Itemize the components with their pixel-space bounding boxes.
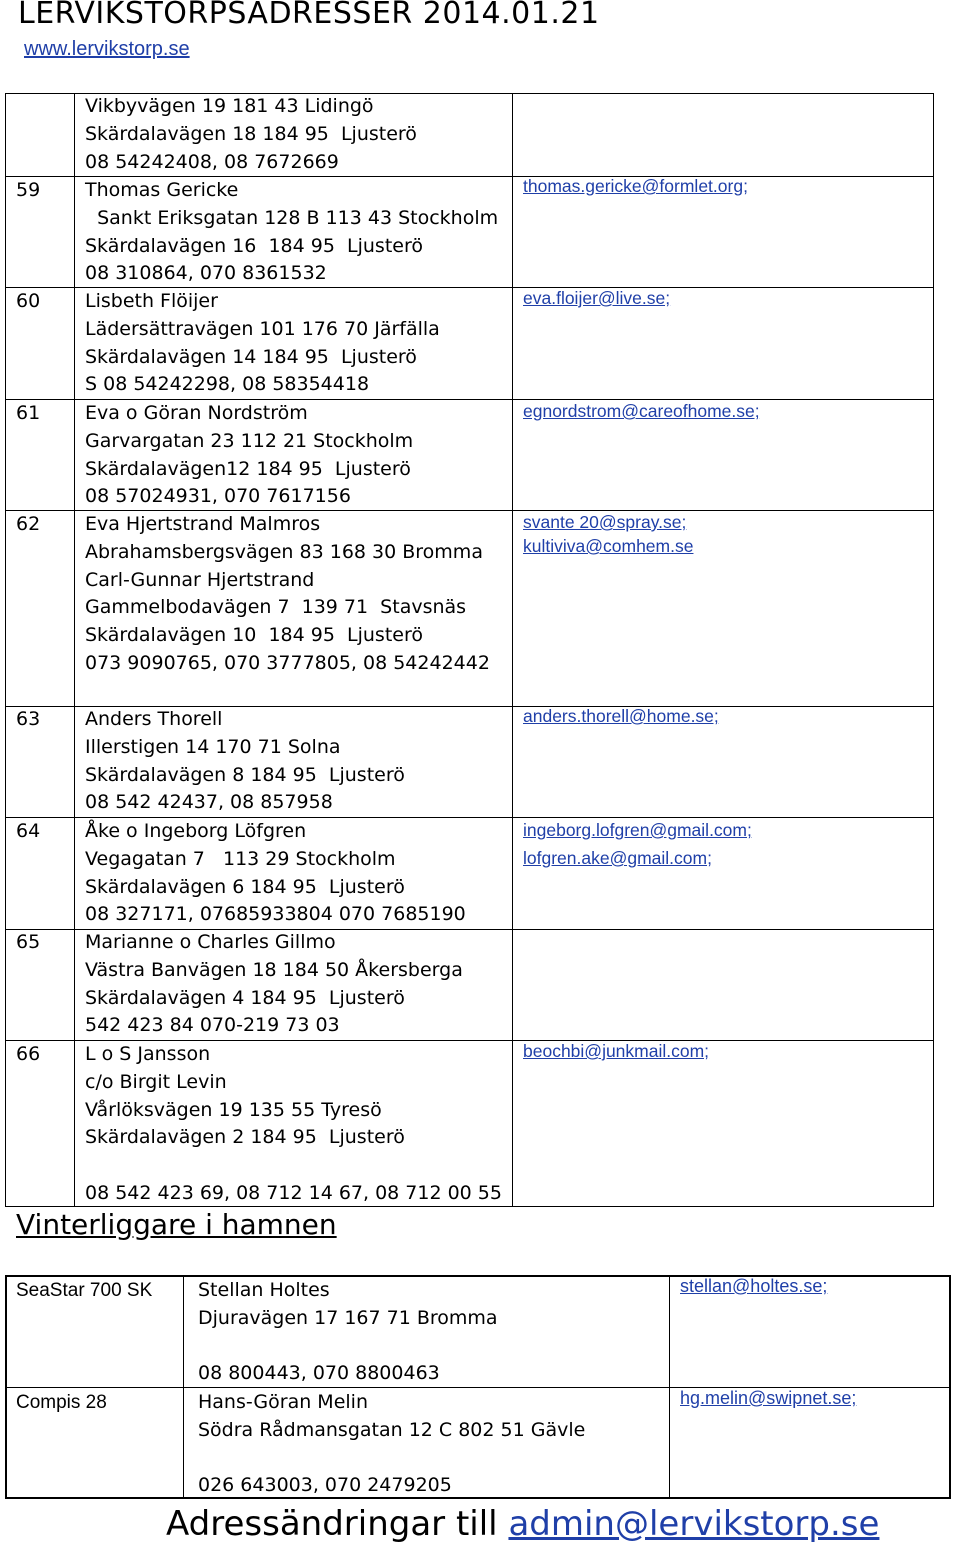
member-number: 59 [16,179,41,201]
owner-name: Hans-Göran Melin [198,1391,368,1413]
member-number: 63 [16,708,41,730]
member-detail-line: Gammelbodavägen 7 139 71 Stavsnäs [85,596,467,619]
owner-detail-line: Djuravägen 17 167 71 Bromma [198,1306,498,1329]
member-detail-line: Abrahamsbergsvägen 83 168 30 Bromma [85,540,483,563]
member-detail-line: 08 542 423 69, 08 712 14 67, 08 712 00 55 [85,1182,502,1204]
member-detail-line: Vikbyvägen 19 181 43 Lidingö [85,95,374,117]
owner-email-link[interactable]: hg.melin@swipnet.se; [680,1388,857,1408]
member-email-link[interactable]: anders.thorell@home.se; [523,706,719,726]
member-detail-line: Vårlöksvägen 19 135 55 Tyresö [85,1098,382,1121]
member-name: Lisbeth Flöijer [85,290,218,312]
member-name: Eva o Göran Nordström [85,402,308,424]
member-name: Anders Thorell [85,708,223,730]
member-email-link[interactable]: lofgren.ake@gmail.com; [523,848,712,868]
member-detail-line: Skärdalavägen12 184 95 Ljusterö [85,457,411,480]
member-email-link[interactable]: beochbi@junkmail.com; [523,1041,710,1061]
owner-detail-line: 08 800443, 070 8800463 [198,1362,440,1385]
member-detail-line: 542 423 84 070-219 73 03 [85,1014,340,1037]
member-detail-line: Skärdalavägen 2 184 95 Ljusterö [85,1126,405,1149]
member-email-link[interactable]: egnordstrom@careofhome.se; [523,401,760,421]
member-name: Thomas Gericke [85,179,239,201]
member-detail-line: Sankt Eriksgatan 128 B 113 43 Stockholm [85,206,499,229]
member-detail-line: 08 310864, 070 8361532 [85,262,327,285]
member-number: 66 [16,1043,41,1065]
site-link[interactable]: www.lervikstorp.se [24,38,190,60]
member-detail-line: Garvargatan 23 112 21 Stockholm [85,429,414,452]
member-detail-line: Vegagatan 7 113 29 Stockholm [85,847,396,870]
member-number: 64 [16,820,41,842]
member-name: L o S Jansson [85,1043,211,1065]
member-number: 62 [16,513,41,535]
member-detail-line: Skärdalavägen 8 184 95 Ljusterö [85,763,405,786]
member-number: 65 [16,931,41,953]
member-detail-line: Carl-Gunnar Hjertstrand [85,568,315,591]
member-detail-line: Skärdalavägen 10 184 95 Ljusterö [85,624,423,647]
member-email-link[interactable]: svante 20@spray.se; [523,512,687,532]
member-email-link[interactable]: kultiviva@comhem.se [523,536,694,556]
page-title: LERVIKSTORPSADRESSER 2014.01.21 [18,0,600,31]
member-detail-line: Illerstigen 14 170 71 Solna [85,735,341,758]
owner-email-link[interactable]: stellan@holtes.se; [680,1276,828,1296]
member-detail-line: Skärdalavägen 16 184 95 Ljusterö [85,234,423,257]
boat-name: SeaStar 700 SK [16,1280,153,1301]
member-name: Eva Hjertstrand Malmros [85,513,321,535]
member-detail-line: Skärdalavägen 14 184 95 Ljusterö [85,345,417,368]
member-detail-line: Lädersättravägen 101 176 70 Järfälla [85,317,440,340]
member-detail-line: c/o Birgit Levin [85,1070,227,1093]
member-number: 61 [16,402,41,424]
member-detail-line: Skärdalavägen 4 184 95 Ljusterö [85,986,405,1009]
member-detail-line: 08 327171, 07685933804 070 7685190 [85,903,466,926]
section-heading: Vinterliggare i hamnen [16,1208,337,1241]
member-detail-line: 08 54242408, 08 7672669 [85,150,339,173]
footer-email-link[interactable]: admin@lervikstorp.se [508,1504,880,1544]
member-email-link[interactable]: eva.floijer@live.se; [523,288,671,308]
member-detail-line: Västra Banvägen 18 184 50 Åkersberga [85,958,463,981]
footer-text: Adressändringar till [166,1504,509,1544]
member-detail-line: S 08 54242298, 08 58354418 [85,373,370,396]
member-name: Marianne o Charles Gillmo [85,931,336,953]
member-detail-line: 073 9090765, 070 3777805, 08 54242442 [85,652,490,674]
member-detail-line: Skärdalavägen 18 184 95 Ljusterö [85,122,417,145]
member-name: Åke o Ingeborg Löfgren [85,820,307,842]
owner-name: Stellan Holtes [198,1279,330,1301]
footer [166,1504,879,1544]
member-number: 60 [16,290,41,312]
member-detail-line: 08 57024931, 070 7617156 [85,485,351,508]
owner-detail-line: Södra Rådmansgatan 12 C 802 51 Gävle [198,1418,586,1441]
owner-detail-line: 026 643003, 070 2479205 [198,1474,452,1497]
boat-name: Compis 28 [16,1392,107,1413]
member-email-link[interactable]: ingeborg.lofgren@gmail.com; [523,820,752,840]
member-detail-line: 08 542 42437, 08 857958 [85,791,333,814]
member-email-link[interactable]: thomas.gericke@formlet.org; [523,176,748,196]
member-detail-line: Skärdalavägen 6 184 95 Ljusterö [85,875,405,898]
